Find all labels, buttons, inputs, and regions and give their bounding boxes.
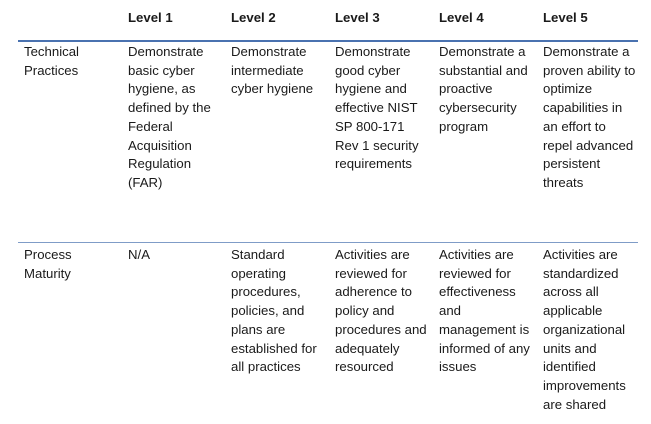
- cell-technical-level-4: Demonstrate a substantial and proactive cybersecurity program: [439, 44, 528, 134]
- table-row-process-maturity: [18, 243, 638, 423]
- cell-technical-level-2: Demonstrate intermediate cyber hygiene: [231, 44, 314, 97]
- cell-process-level-3: Activities are reviewed for adherence to policy and procedures and adequately resourced: [335, 247, 427, 375]
- table-header-row: [18, 0, 638, 42]
- cell-process-level-4: Activities are reviewed for effectiveness and management is informed of any issues: [439, 247, 530, 375]
- header-cell-level-3: Level 3: [335, 10, 380, 25]
- cell-technical-level-5: Demonstrate a proven ability to optimize capabilities in an effort to repel advanced persistent threats: [543, 44, 636, 190]
- cell-process-level-1: N/A: [128, 247, 150, 262]
- row-label-technical-practices: Technical Practices: [24, 44, 79, 78]
- cell-process-level-2: Standard operating procedures, policies, and plans are established for all practices: [231, 247, 317, 375]
- cell-technical-level-3: Demonstrate good cyber hygiene and effective NIST SP 800-171 Rev 1 security requirements: [335, 44, 419, 172]
- cell-technical-level-1: Demonstrate basic cyber hygiene, as defined by the Federal Acquisition Regulation (FAR): [128, 44, 211, 190]
- table-row-technical-practices: [18, 42, 638, 243]
- header-cell-level-4: Level 4: [439, 10, 484, 25]
- cell-process-level-5: Activities are standardized across all applicable organizational units and identified improvements are shared: [543, 247, 626, 412]
- row-label-process-maturity: Process Maturity: [24, 247, 72, 281]
- header-cell-level-5: Level 5: [543, 10, 588, 25]
- header-cell-level-1: Level 1: [128, 10, 173, 25]
- header-cell-empty: [18, 9, 122, 40]
- maturity-level-table: [18, 0, 638, 423]
- header-cell-level-2: Level 2: [231, 10, 276, 25]
